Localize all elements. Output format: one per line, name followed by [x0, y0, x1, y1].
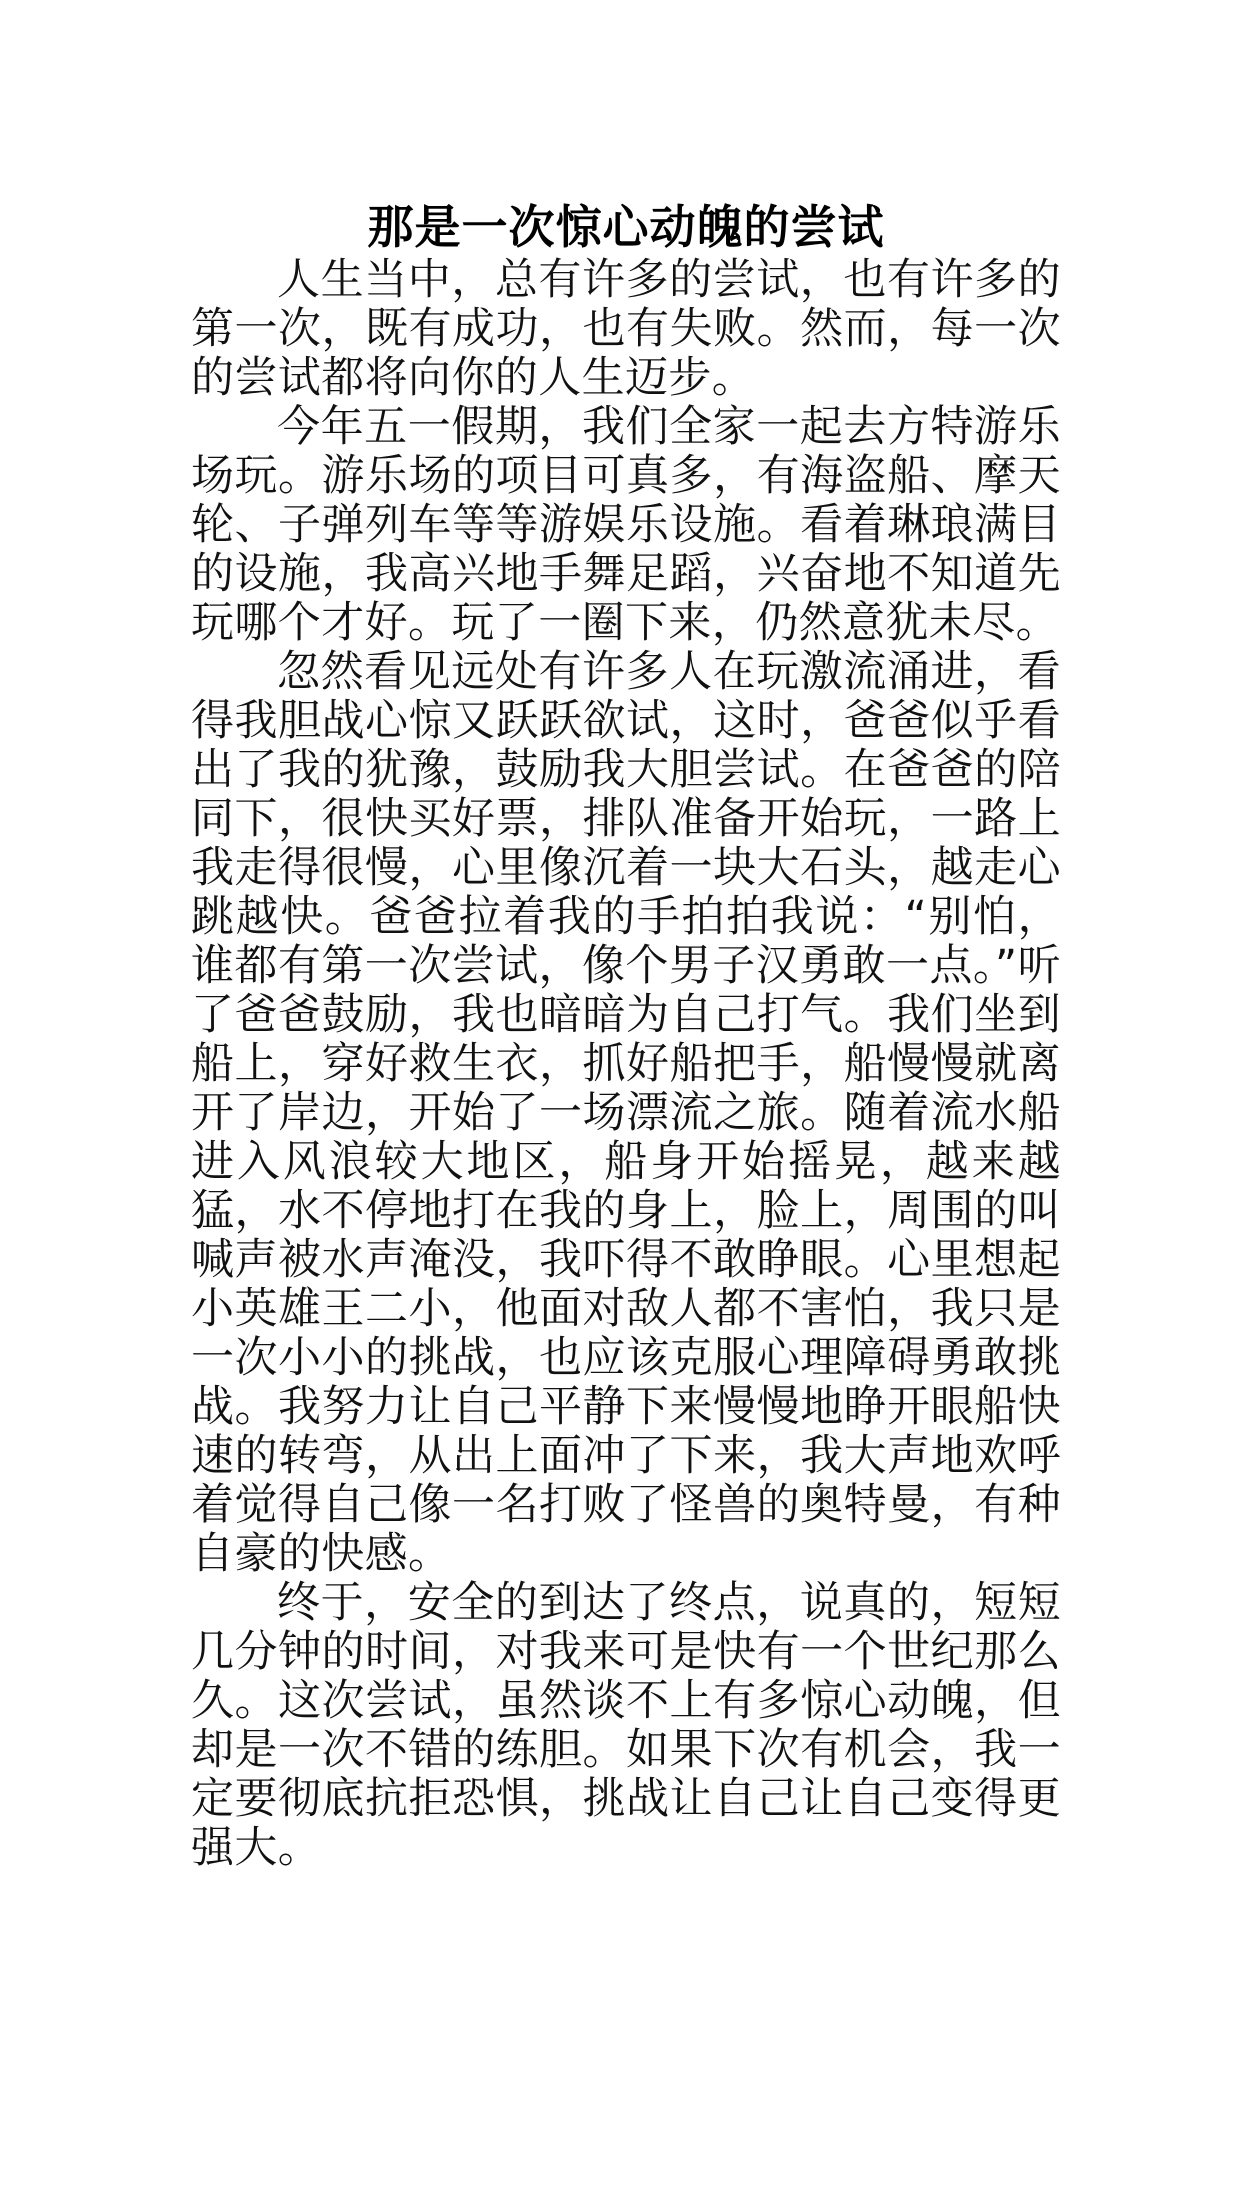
- essay-paragraph-4: 终于，安全的到达了终点，说真的，短短几分钟的时间，对我来可是快有一个世纪那么久。这次尝试，虽然谈不上有多惊心动魄，但却是一次不错的练胆。如果下次有机会，我一定要彻底抗拒恐惧，挑战让自己让自己变得更强大。: [191, 1578, 1061, 1873]
- essay: [191, 198, 1061, 1873]
- essay-paragraph-3: 忽然看见远处有许多人在玩激流涌进，看得我胆战心惊又跃跃欲试，这时，爸爸似乎看出了我的犹豫，鼓励我大胆尝试。在爸爸的陪同下，很快买好票，排队准备开始玩，一路上我走得很慢，心里像沉着一块大石头，越走心跳越快。爸爸拉着我的手拍拍我说：“别怕，谁都有第一次尝试，像个男子汉勇敢一点。”听了爸爸鼓励，我也暗暗为自己打气。我们坐到船上，穿好救生衣，抓好船把手，船慢慢就离开了岸边，开始了一场漂流之旅。随着流水船进入风浪较大地区，船身开始摇晃，越来越猛，水不停地打在我的身上，脸上，周围的叫喊声被水声淹没，我吓得不敢睁眼。心里想起小英雄王二小，他面对敌人都不害怕，我只是一次小小的挑战，也应该克服心理障碍勇敢挑战。我努力让自己平静下来慢慢地睁开眼船快速的转弯，从出上面冲了下来，我大声地欢呼着觉得自己像一名打败了怪兽的奥特曼，有种自豪的快感。: [191, 647, 1061, 1579]
- essay-paragraph-2: 今年五一假期，我们全家一起去方特游乐场玩。游乐场的项目可真多，有海盗船、摩天轮、子弹列车等等游娱乐设施。看着琳琅满目的设施，我高兴地手舞足蹈，兴奋地不知道先玩哪个才好。玩了一圈下来，仍然意犹未尽。: [191, 402, 1061, 648]
- essay-paragraph-1: 人生当中，总有许多的尝试，也有许多的第一次，既有成功，也有失败。然而，每一次的尝试都将向你的人生迈步。: [191, 255, 1061, 403]
- essay-title: 那是一次惊心动魄的尝试: [367, 200, 885, 254]
